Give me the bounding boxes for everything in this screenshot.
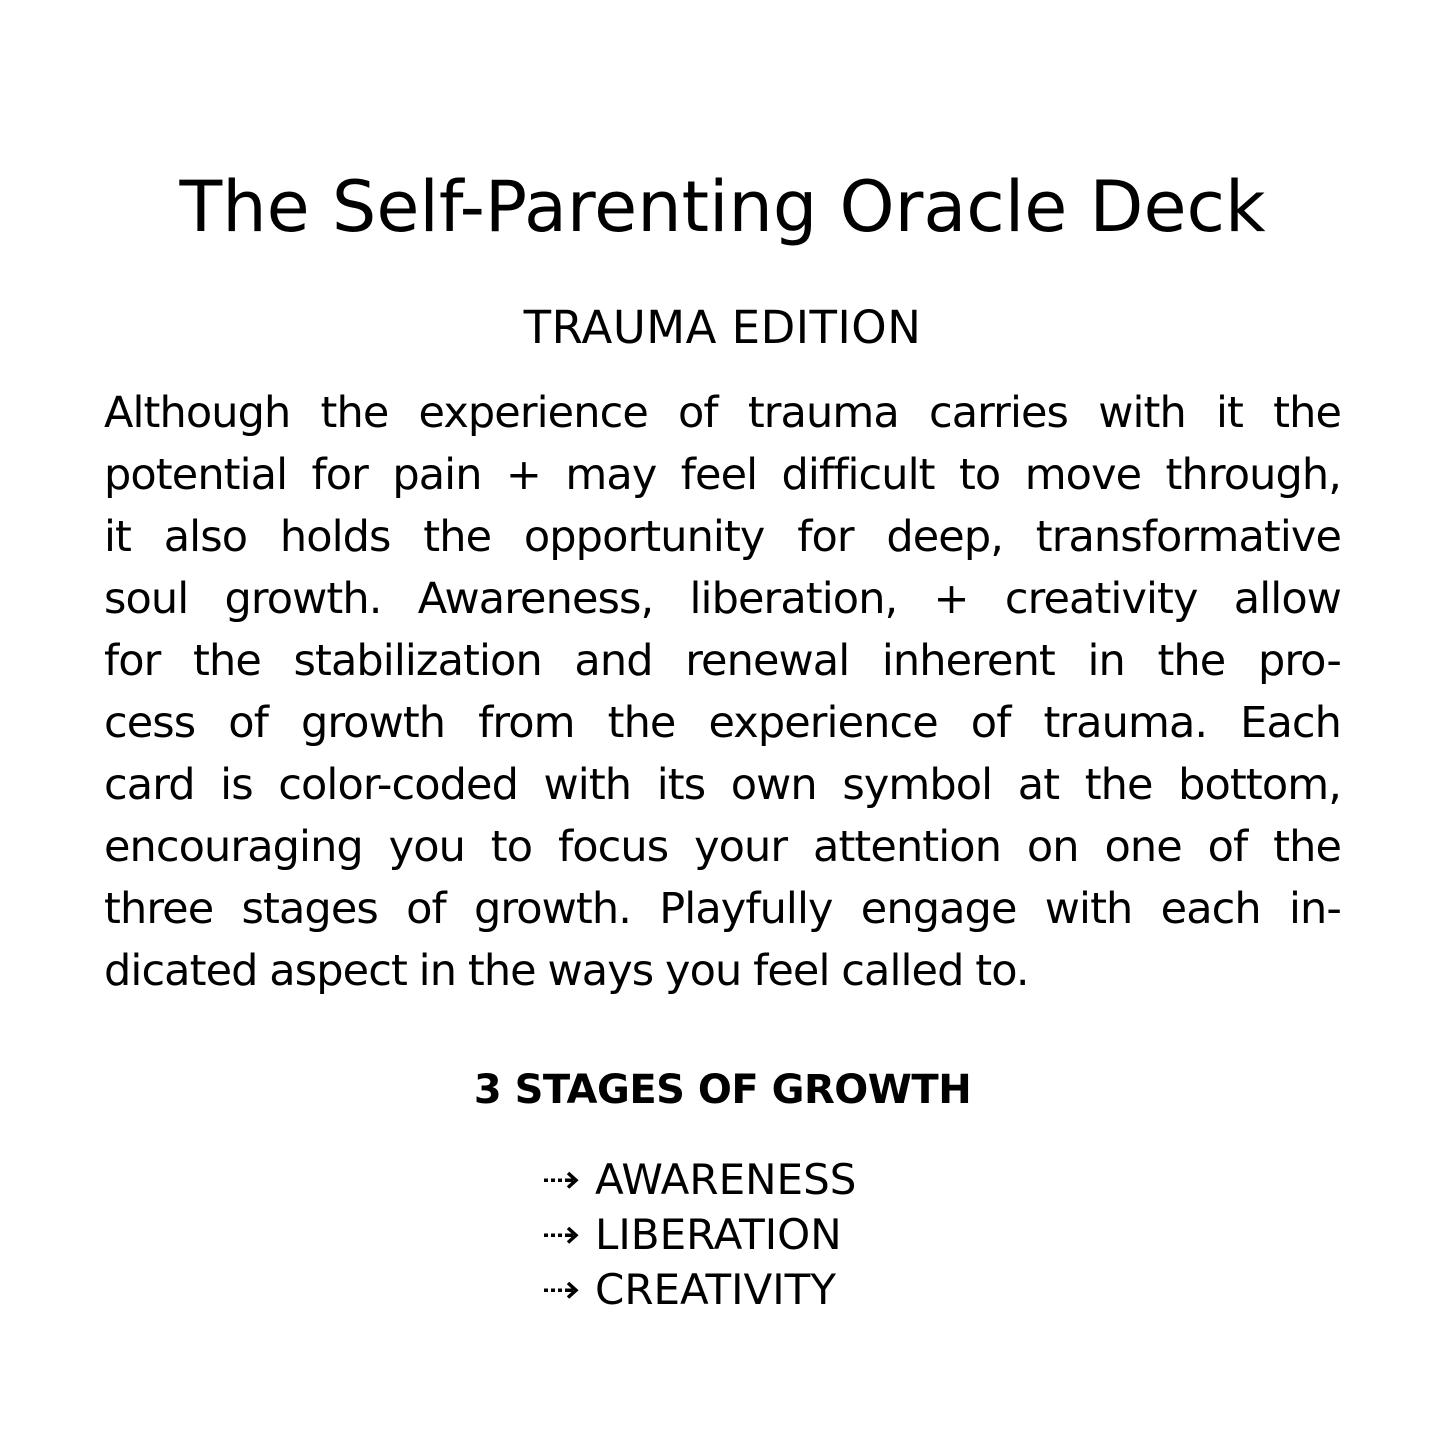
stage-label: LIBERATION [595, 1210, 842, 1259]
paragraph-line: it also holds the opportunity for deep, transformative [104, 512, 1341, 562]
stages-list [543, 1152, 856, 1317]
paragraph-line: three stages of growth. Playfully engage with each in- [104, 884, 1341, 934]
paragraph-line: for the stabilization and renewal inherent in the pro- [104, 636, 1341, 686]
stage-item-awareness [543, 1152, 856, 1207]
page-title: The Self-Parenting Oracle Deck [179, 165, 1266, 248]
paragraph-line: card is color-coded with its own symbol at the bottom, [104, 760, 1341, 810]
stage-label: CREATIVITY [595, 1265, 836, 1314]
description-paragraph [104, 382, 1341, 1002]
paragraph-line: potential for pain + may feel difficult to move through, [104, 450, 1341, 500]
stage-item-creativity [543, 1262, 856, 1317]
stages-heading: 3 STAGES OF GROWTH [473, 1067, 972, 1113]
dotted-arrow-right-icon [543, 1225, 583, 1245]
paragraph-line: encouraging you to focus your attention on one of the [104, 822, 1341, 872]
paragraph-line: dicated aspect in the ways you feel called to. [104, 946, 1029, 996]
stage-label: AWARENESS [595, 1155, 857, 1204]
dotted-arrow-right-icon [543, 1280, 583, 1300]
paragraph-line: cess of growth from the experience of trauma. Each [104, 698, 1341, 748]
paragraph-line: Although the experience of trauma carries with it the [104, 388, 1341, 438]
dotted-arrow-right-icon [543, 1170, 583, 1190]
edition-subtitle: TRAUMA EDITION [523, 301, 922, 354]
paragraph-line: soul growth. Awareness, liberation, + creativity allow [104, 574, 1341, 624]
stage-item-liberation [543, 1207, 856, 1262]
